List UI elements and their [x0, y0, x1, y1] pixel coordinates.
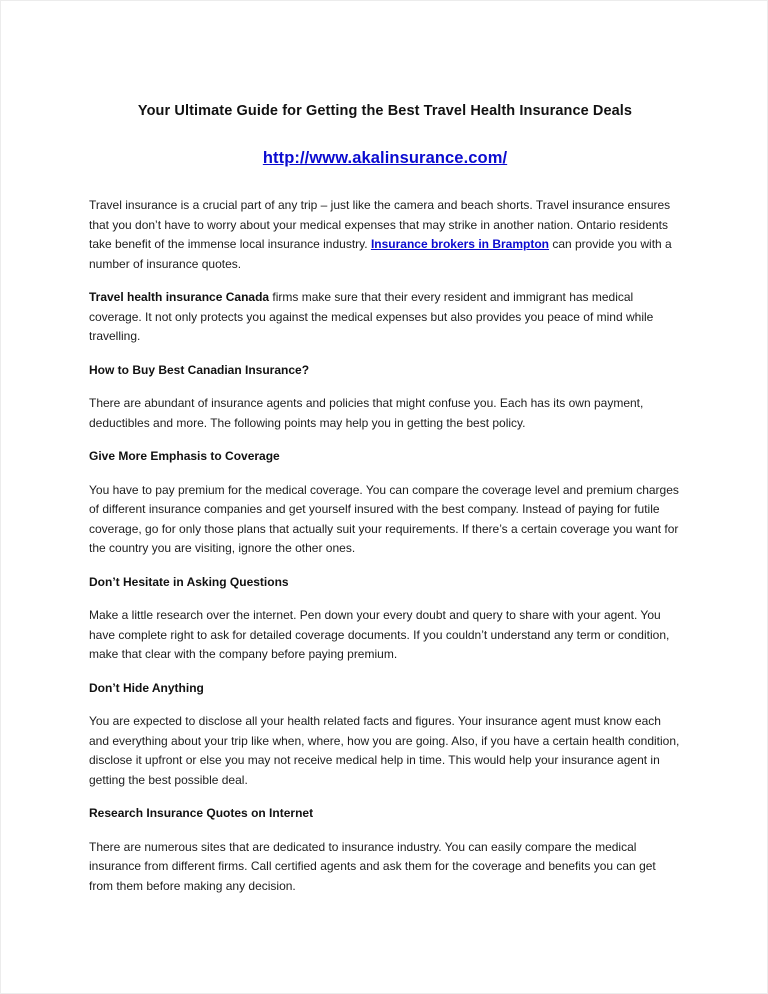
section-body-dont-hide: You are expected to disclose all your health related facts and figures. Your insurance agent must know each and everything about your trip like when, where, how you are going. Also, if you have a certain health condition, disclose it upfront or else you may not receive medical help in time. This would help your insurance agent in getting the best possible deal.: [89, 714, 680, 787]
intro-text-before-link: Travel insurance is a crucial part of any trip – just like the camera and beach shorts. Travel insurance ensures that you don’t have to worry about your medical expenses that may strike in another nation. Ontario residents take benefit of the immense local insurance industry.: [89, 198, 671, 251]
section-body-emphasis-coverage: You have to pay premium for the medical coverage. You can compare the coverage level and premium charges of different insurance companies and get yourself insured with the best company. Instead of paying for futile coverage, go for only those plans that actually suit your requirements. If there’s a certain coverage you want for the country you are visiting, ignore the other ones.: [89, 482, 679, 555]
intro-paragraph: [89, 196, 681, 274]
section-body-research-quotes: There are numerous sites that are dedicated to insurance industry. You can easily compare the medical insurance from different firms. Call certified agents and ask them for the coverage and benefits you can get from them before making any decision.: [89, 839, 656, 893]
coverage-paragraph: [89, 288, 681, 347]
website-link-line: [89, 149, 681, 168]
section-heading-emphasis-coverage: Give More Emphasis to Coverage: [89, 449, 280, 463]
section-heading-asking-questions: Don’t Hesitate in Asking Questions: [89, 574, 289, 589]
brampton-brokers-link[interactable]: Insurance brokers in Brampton: [370, 237, 549, 251]
website-link[interactable]: http://www.akalinsurance.com/: [262, 149, 508, 167]
section-heading-dont-hide: Don’t Hide Anything: [89, 680, 204, 695]
coverage-paragraph-text: firms make sure that their every resident and immigrant has medical coverage. It not only protects you against the medical expenses but also provides you peace of mind while travelling.: [89, 290, 654, 343]
intro-text-after-link: can provide you with a number of insurance quotes.: [89, 237, 672, 271]
section-heading-how-to-buy: How to Buy Best Canadian Insurance?: [89, 362, 310, 377]
section-heading-research-quotes: Research Insurance Quotes on Internet: [89, 806, 314, 820]
document-title: Your Ultimate Guide for Getting the Best Travel Health Insurance Deals: [137, 103, 633, 119]
section-body-asking-questions: Make a little research over the internet. Pen down your every doubt and query to share with your agent. You have complete right to ask for detailed coverage documents. If you couldn’t understand any term or condition, make that clear with the company before paying premium.: [89, 608, 670, 661]
travel-health-insurance-lead: Travel health insurance Canada: [89, 290, 270, 304]
section-body-how-to-buy: There are abundant of insurance agents and policies that might confuse you. Each has its own payment, deductibles and more. The following points may help you in getting the best policy.: [89, 396, 644, 430]
